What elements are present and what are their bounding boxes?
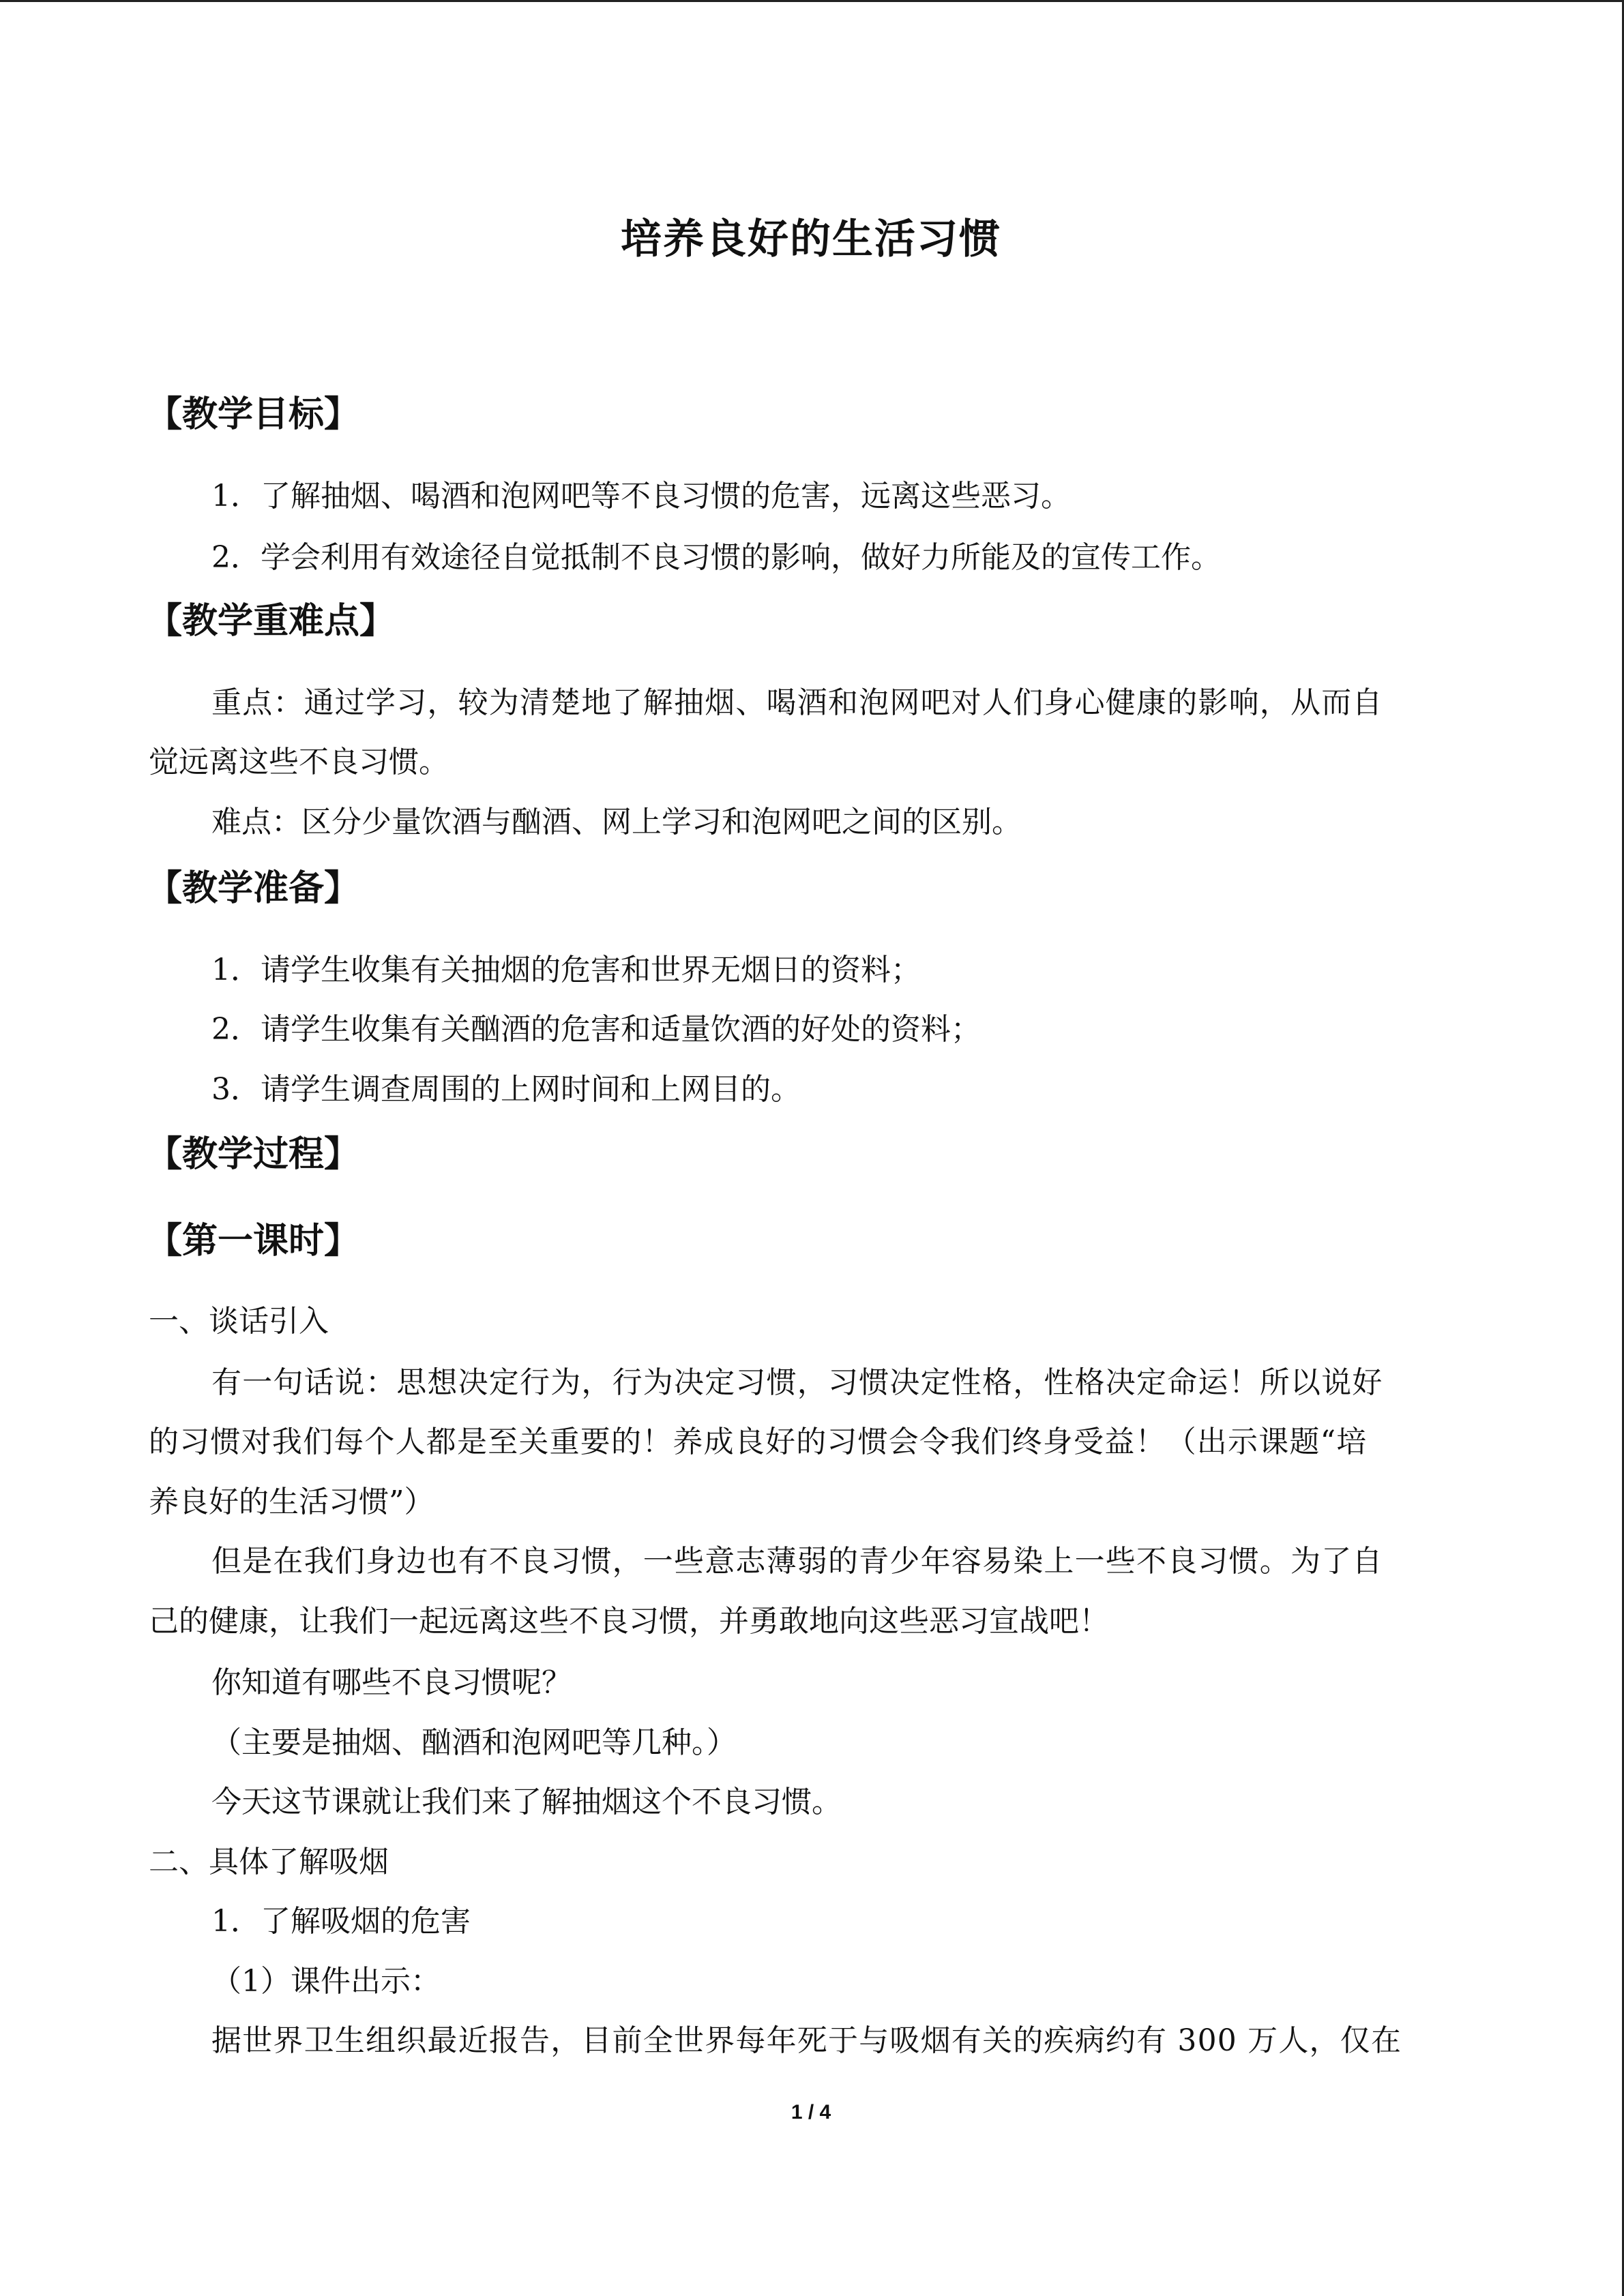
key-point-line-2: 觉远离这些不良习惯。: [149, 745, 449, 779]
paragraph-1-line-3: 养良好的生活习惯”）: [149, 1485, 434, 1519]
prep-item-2: 2．请学生收集有关酗酒的危害和适量饮酒的好处的资料；: [211, 1012, 981, 1047]
heading-preparation: 【教学准备】: [147, 868, 360, 909]
difficulty-line: 难点：区分少量饮酒与酗酒、网上学习和泡网吧之间的区别。: [211, 805, 1022, 839]
part-1-title: 一、谈话引入: [149, 1304, 329, 1339]
paragraph-2-line-2: 己的健康，让我们一起远离这些不良习惯，并勇敢地向这些恶习宣战吧！: [149, 1604, 1109, 1639]
goal-item-1: 1．了解抽烟、喝酒和泡网吧等不良习惯的危害，远离这些恶习。: [211, 479, 1071, 513]
page-number: 1 / 4: [791, 2101, 831, 2123]
subsection-1-title: 1．了解吸烟的危害: [211, 1904, 471, 1939]
today-line: 今天这节课就让我们来了解抽烟这个不良习惯。: [211, 1785, 842, 1819]
heading-teaching-goals: 【教学目标】: [147, 394, 360, 435]
goal-item-2: 2．学会利用有效途径自觉抵制不良习惯的影响，做好力所能及的宣传工作。: [211, 540, 1221, 575]
heading-first-lesson: 【第一课时】: [147, 1221, 360, 1262]
paragraph-2-line-1: 但是在我们身边也有不良习惯，一些意志薄弱的青少年容易染上一些不良习惯。为了自: [211, 1544, 1383, 1579]
prep-item-1: 1．请学生收集有关抽烟的危害和世界无烟日的资料；: [211, 953, 921, 987]
heading-key-points: 【教学重难点】: [147, 601, 396, 642]
answer-line: （主要是抽烟、酗酒和泡网吧等几种。）: [211, 1725, 737, 1760]
subsection-1-1-title: （1）课件出示：: [211, 1964, 441, 1999]
key-point-line-1: 重点：通过学习，较为清楚地了解抽烟、喝酒和泡网吧对人们身心健康的影响，从而自: [211, 685, 1383, 720]
question-line: 你知道有哪些不良习惯呢？: [211, 1665, 572, 1700]
paragraph-1-line-1: 有一句话说：思想决定行为，行为决定习惯，习惯决定性格，性格决定命运！所以说好: [211, 1365, 1383, 1400]
who-report-line: 据世界卫生组织最近报告，目前全世界每年死于与吸烟有关的疾病约有 300 万人，仅在: [211, 2023, 1402, 2058]
document-title: 培养良好的生活习惯: [621, 215, 1001, 263]
prep-item-3: 3．请学生调查周围的上网时间和上网目的。: [211, 1072, 801, 1107]
paragraph-1-line-2: 的习惯对我们每个人都是至关重要的！养成良好的习惯会令我们终身受益！（出示课题“培: [149, 1425, 1368, 1459]
part-2-title: 二、具体了解吸烟: [149, 1845, 389, 1879]
heading-teaching-process: 【教学过程】: [147, 1134, 360, 1175]
